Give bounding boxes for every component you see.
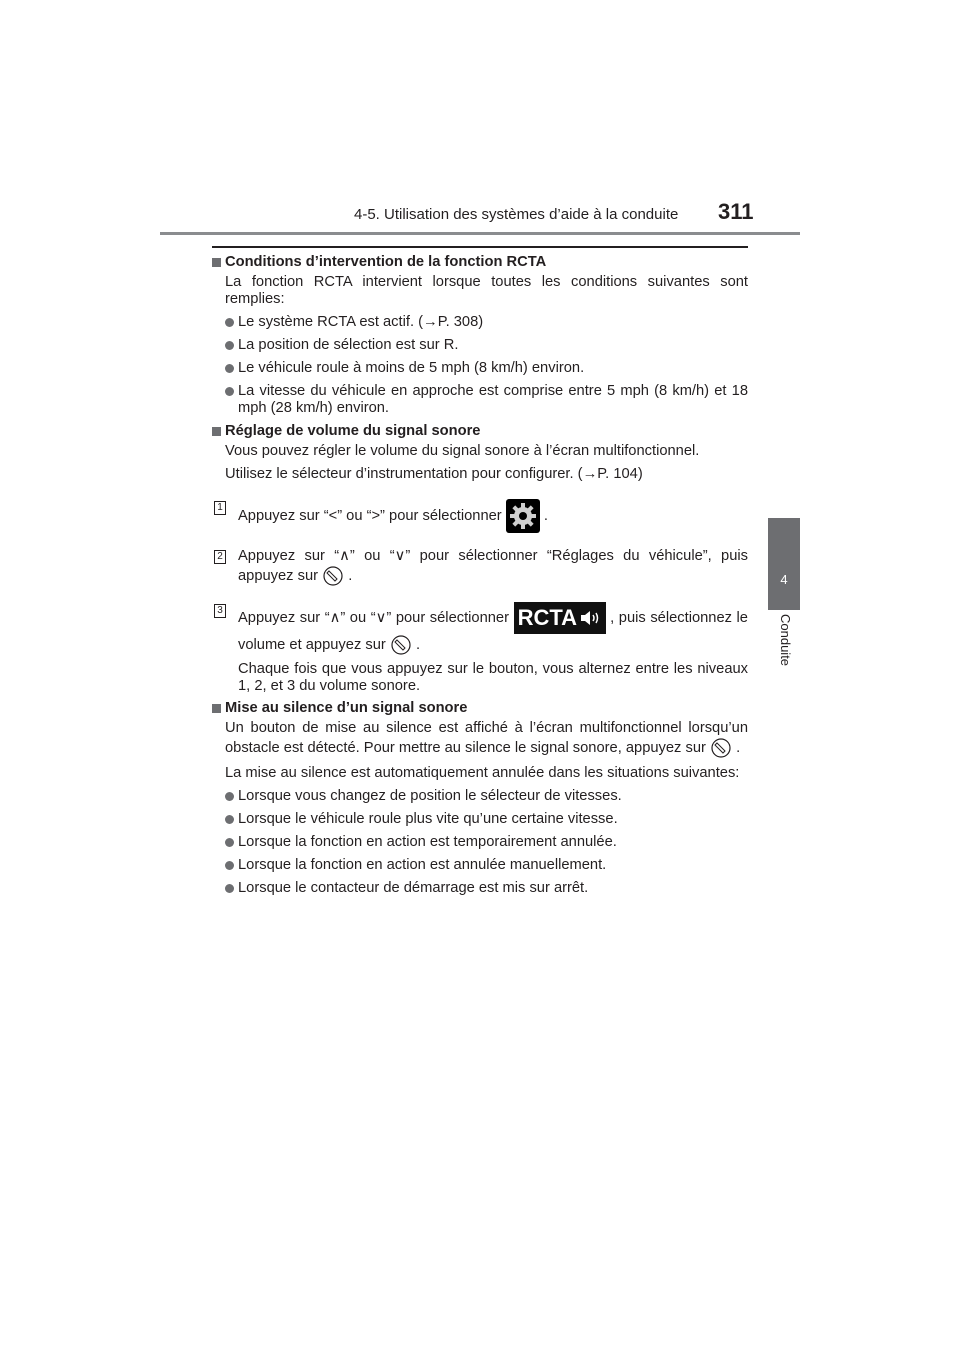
paragraph: Un bouton de mise au silence est affiché à l’écran multifonctionnel lorsqu’un obstacle est détecté. Pour mettre au silence le signal sonore, appuyez sur . xyxy=(212,720,748,759)
list-item: Lorsque la fonction en action est annulée manuellement. xyxy=(212,857,748,874)
paragraph: La mise au silence est automatiquement annulée dans les situations suivantes: xyxy=(225,765,740,781)
header-title: 4-5. Utilisation des systèmes d’aide à la conduite xyxy=(354,206,679,223)
list-item: Lorsque le véhicule roule plus vite qu’une certaine vitesse. xyxy=(212,811,748,828)
section-heading: Réglage de volume du signal sonore xyxy=(212,423,748,440)
rcta-volume-icon: RCTA xyxy=(514,602,606,634)
paragraph: Utilisez le sélecteur d’instrumentation pour configurer. (→P. 104) xyxy=(225,466,643,482)
settings-gear-icon xyxy=(506,499,540,533)
round-bullet-icon xyxy=(225,838,234,847)
content-column xyxy=(212,254,748,903)
chapter-label: Conduite xyxy=(778,614,793,667)
list-item: Lorsque le contacteur de démarrage est mis sur arrêt. xyxy=(212,880,748,897)
round-bullet-icon xyxy=(225,387,234,396)
page-number: 311 xyxy=(718,199,754,224)
round-bullet-icon xyxy=(225,364,234,373)
chapter-number: 4 xyxy=(780,572,788,587)
step-1: 1 Appuyez sur “<” ou “>” pour sélectionner . xyxy=(212,499,748,533)
paragraph: Vous pouvez régler le volume du signal sonore à l’écran multifonctionnel. xyxy=(225,443,700,459)
step-number: 3 xyxy=(214,604,226,618)
step-2: 2 Appuyez sur “∧” ou “∨” pour sélectionner “Réglages du véhicule”, puis appuyez sur . xyxy=(212,548,748,587)
square-bullet-icon xyxy=(212,258,221,267)
square-bullet-icon xyxy=(212,704,221,713)
step-number: 1 xyxy=(214,501,226,515)
touch-pad-press-icon xyxy=(322,565,344,587)
square-bullet-icon xyxy=(212,427,221,436)
round-bullet-icon xyxy=(225,318,234,327)
round-bullet-icon xyxy=(225,815,234,824)
list-item: La position de sélection est sur R. xyxy=(212,337,748,354)
list-item: La vitesse du véhicule en approche est comprise entre 5 mph (8 km/h) et 18 mph (28 km/h) environ. xyxy=(212,383,748,417)
step-note: Chaque fois que vous appuyez sur le bouton, vous alternez entre les niveaux 1, 2, et 3 du volume sonore. xyxy=(238,661,748,694)
header-rule xyxy=(160,232,800,235)
round-bullet-icon xyxy=(225,861,234,870)
section-heading: Conditions d’intervention de la fonction RCTA xyxy=(212,254,748,271)
touch-pad-press-icon xyxy=(710,737,732,759)
round-bullet-icon xyxy=(225,792,234,801)
touch-pad-press-icon xyxy=(390,634,412,656)
section-heading: Mise au silence d’un signal sonore xyxy=(212,700,748,717)
step-3: 3 Appuyez sur “∧” ou “∨” pour sélectionner RCTA , puis sélectionnez le volume et appuyez sur . xyxy=(212,602,748,656)
column-rule xyxy=(212,246,748,248)
list-item: Le véhicule roule à moins de 5 mph (8 km/h) environ. xyxy=(212,360,748,377)
round-bullet-icon xyxy=(225,341,234,350)
paragraph: La fonction RCTA intervient lorsque toutes les conditions suivantes sont remplies: xyxy=(225,274,748,307)
step-number: 2 xyxy=(214,550,226,564)
list-item: Lorsque vous changez de position le sélecteur de vitesses. xyxy=(212,788,748,805)
round-bullet-icon xyxy=(225,884,234,893)
list-item: Le système RCTA est actif. (→P. 308) xyxy=(212,314,748,331)
chapter-tab xyxy=(768,518,800,610)
list-item: Lorsque la fonction en action est temporairement annulée. xyxy=(212,834,748,851)
